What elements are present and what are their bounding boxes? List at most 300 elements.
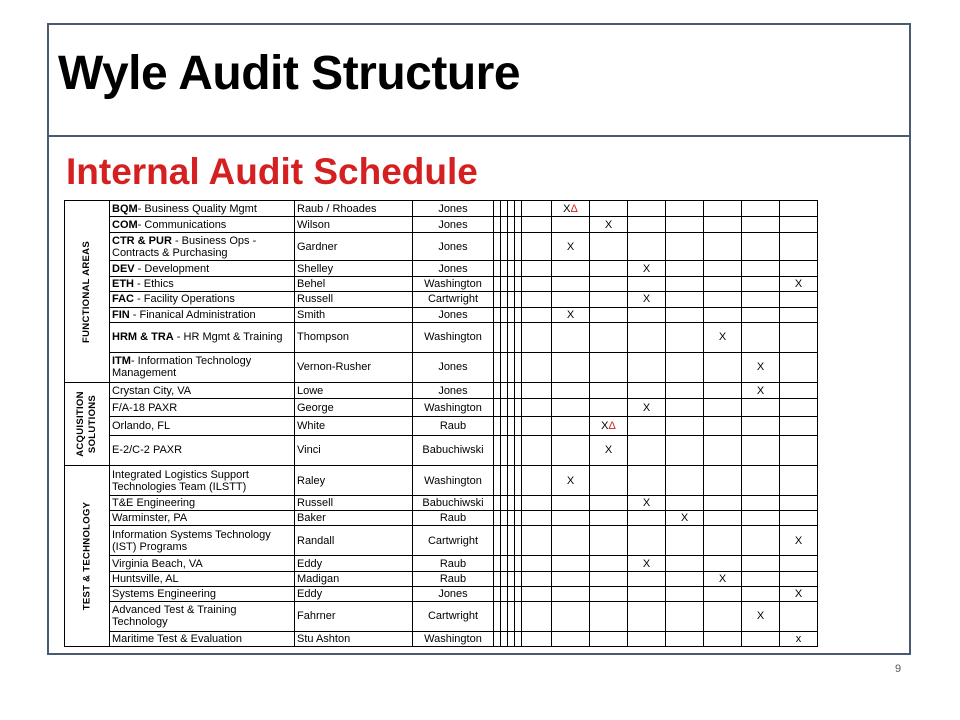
auditor-cell: Vernon-Rusher bbox=[295, 352, 413, 382]
spacer-cell bbox=[494, 466, 501, 496]
schedule-cell bbox=[628, 292, 666, 307]
schedule-row bbox=[65, 307, 818, 322]
schedule-cell bbox=[780, 417, 818, 435]
schedule-cell bbox=[780, 307, 818, 322]
spacer-cell bbox=[501, 586, 508, 601]
area-name-cell bbox=[110, 526, 295, 556]
schedule-row bbox=[65, 352, 818, 382]
schedule-cell bbox=[590, 383, 628, 399]
schedule-cell bbox=[552, 417, 590, 435]
lead-cell: Raub bbox=[413, 571, 494, 586]
schedule-row bbox=[65, 383, 818, 399]
spacer-cell bbox=[522, 435, 552, 465]
lead-cell: Washington bbox=[413, 277, 494, 292]
area-name: - Business Quality Mgmt bbox=[137, 202, 257, 215]
schedule-row bbox=[65, 466, 818, 496]
spacer-cell bbox=[522, 261, 552, 277]
schedule-cell bbox=[628, 417, 666, 435]
schedule-cell bbox=[704, 526, 742, 556]
schedule-cell bbox=[666, 352, 704, 382]
schedule-cell bbox=[780, 201, 818, 217]
spacer-cell bbox=[494, 322, 501, 352]
schedule-cell bbox=[666, 261, 704, 277]
area-name: Integrated Logistics Support Technologies Team (ILSTT) bbox=[112, 468, 249, 493]
area-code: BQM bbox=[112, 202, 138, 215]
schedule-cell bbox=[704, 511, 742, 526]
spacer-cell bbox=[522, 399, 552, 417]
spacer-cell bbox=[494, 556, 501, 571]
auditor-cell: Behel bbox=[295, 277, 413, 292]
group-label-cell bbox=[65, 201, 110, 383]
schedule-cell bbox=[780, 399, 818, 417]
schedule-cell bbox=[704, 601, 742, 631]
audit-mark: X bbox=[642, 293, 651, 306]
schedule-cell bbox=[742, 217, 780, 233]
area-name-cell bbox=[110, 466, 295, 496]
area-name-cell bbox=[110, 417, 295, 435]
schedule-cell bbox=[742, 601, 780, 631]
lead-cell: Raub bbox=[413, 417, 494, 435]
area-name-cell bbox=[110, 217, 295, 233]
spacer-cell bbox=[522, 601, 552, 631]
spacer-cell bbox=[515, 571, 522, 586]
area-name: - Ethics bbox=[134, 278, 174, 291]
audit-mark: X bbox=[642, 497, 651, 510]
spacer-cell bbox=[501, 217, 508, 233]
spacer-cell bbox=[522, 466, 552, 496]
area-name: - Communications bbox=[137, 218, 227, 231]
spacer-cell bbox=[515, 277, 522, 292]
schedule-cell bbox=[552, 217, 590, 233]
schedule-cell bbox=[742, 526, 780, 556]
spacer-cell bbox=[508, 556, 515, 571]
schedule-cell bbox=[590, 277, 628, 292]
schedule-cell bbox=[590, 352, 628, 382]
schedule-cell bbox=[628, 233, 666, 261]
schedule-cell bbox=[666, 571, 704, 586]
spacer-cell bbox=[494, 496, 501, 511]
area-code: CTR & PUR bbox=[112, 234, 172, 247]
schedule-cell bbox=[780, 217, 818, 233]
spacer-cell bbox=[508, 511, 515, 526]
schedule-cell bbox=[590, 261, 628, 277]
area-name: - Development bbox=[134, 262, 210, 275]
schedule-cell bbox=[552, 631, 590, 646]
spacer-cell bbox=[515, 383, 522, 399]
schedule-cell bbox=[628, 399, 666, 417]
spacer-cell bbox=[522, 511, 552, 526]
lead-cell: Cartwright bbox=[413, 601, 494, 631]
schedule-cell bbox=[780, 631, 818, 646]
area-name-cell bbox=[110, 571, 295, 586]
spacer-cell bbox=[494, 383, 501, 399]
schedule-cell bbox=[780, 511, 818, 526]
schedule-cell bbox=[590, 201, 628, 217]
schedule-cell bbox=[552, 292, 590, 307]
lead-cell: Raub bbox=[413, 556, 494, 571]
schedule-cell bbox=[704, 233, 742, 261]
auditor-cell: Smith bbox=[295, 307, 413, 322]
audit-mark: x bbox=[795, 632, 802, 645]
spacer-cell bbox=[508, 496, 515, 511]
schedule-cell bbox=[590, 571, 628, 586]
spacer-cell bbox=[494, 435, 501, 465]
spacer-cell bbox=[522, 217, 552, 233]
spacer-cell bbox=[515, 435, 522, 465]
spacer-cell bbox=[501, 292, 508, 307]
schedule-cell bbox=[590, 417, 628, 435]
group-label: FUNCTIONAL AREAS bbox=[81, 240, 93, 343]
schedule-cell bbox=[628, 261, 666, 277]
auditor-cell: Raub / Rhoades bbox=[295, 201, 413, 217]
spacer-cell bbox=[501, 352, 508, 382]
schedule-cell bbox=[742, 383, 780, 399]
auditor-cell: Randall bbox=[295, 526, 413, 556]
schedule-cell bbox=[628, 201, 666, 217]
schedule-cell bbox=[552, 201, 590, 217]
spacer-cell bbox=[494, 307, 501, 322]
spacer-cell bbox=[515, 496, 522, 511]
area-name: Crystan City, VA bbox=[112, 384, 192, 397]
schedule-cell bbox=[552, 556, 590, 571]
schedule-row bbox=[65, 399, 818, 417]
schedule-cell bbox=[704, 352, 742, 382]
schedule-cell bbox=[704, 322, 742, 352]
schedule-cell bbox=[628, 586, 666, 601]
schedule-cell bbox=[742, 571, 780, 586]
schedule-cell bbox=[628, 601, 666, 631]
audit-mark: X bbox=[794, 278, 803, 291]
auditor-cell: White bbox=[295, 417, 413, 435]
spacer-cell bbox=[515, 631, 522, 646]
spacer-cell bbox=[522, 496, 552, 511]
schedule-cell bbox=[742, 511, 780, 526]
spacer-cell bbox=[494, 277, 501, 292]
area-name: F/A-18 PAXR bbox=[112, 401, 178, 414]
spacer-cell bbox=[494, 417, 501, 435]
spacer-cell bbox=[501, 526, 508, 556]
area-name-cell bbox=[110, 399, 295, 417]
auditor-cell: Russell bbox=[295, 292, 413, 307]
spacer-cell bbox=[508, 466, 515, 496]
lead-cell: Washington bbox=[413, 631, 494, 646]
audit-schedule-table bbox=[64, 200, 818, 647]
lead-cell: Washington bbox=[413, 322, 494, 352]
spacer-cell bbox=[494, 261, 501, 277]
audit-mark: X bbox=[680, 512, 689, 525]
spacer-cell bbox=[508, 571, 515, 586]
lead-cell: Raub bbox=[413, 511, 494, 526]
spacer-cell bbox=[522, 556, 552, 571]
schedule-cell bbox=[704, 496, 742, 511]
lead-cell: Jones bbox=[413, 261, 494, 277]
spacer-cell bbox=[508, 352, 515, 382]
spacer-cell bbox=[522, 631, 552, 646]
schedule-cell bbox=[704, 277, 742, 292]
area-name-cell bbox=[110, 556, 295, 571]
spacer-cell bbox=[501, 631, 508, 646]
auditor-cell: Fahrner bbox=[295, 601, 413, 631]
spacer-cell bbox=[494, 399, 501, 417]
lead-cell: Washington bbox=[413, 466, 494, 496]
spacer-cell bbox=[522, 417, 552, 435]
area-name: - Facility Operations bbox=[134, 293, 235, 306]
area-name-cell bbox=[110, 292, 295, 307]
auditor-cell: Wilson bbox=[295, 217, 413, 233]
schedule-cell bbox=[590, 631, 628, 646]
audit-mark: X bbox=[718, 331, 727, 344]
spacer-cell bbox=[515, 556, 522, 571]
schedule-cell bbox=[742, 556, 780, 571]
schedule-cell bbox=[590, 556, 628, 571]
schedule-cell bbox=[552, 352, 590, 382]
lead-cell: Jones bbox=[413, 383, 494, 399]
schedule-cell bbox=[704, 217, 742, 233]
area-name: T&E Engineering bbox=[112, 497, 196, 510]
spacer-cell bbox=[501, 556, 508, 571]
spacer-cell bbox=[515, 307, 522, 322]
spacer-cell bbox=[508, 292, 515, 307]
spacer-cell bbox=[508, 586, 515, 601]
schedule-cell bbox=[780, 601, 818, 631]
auditor-cell: Gardner bbox=[295, 233, 413, 261]
schedule-cell bbox=[742, 496, 780, 511]
schedule-cell bbox=[628, 217, 666, 233]
schedule-cell bbox=[780, 233, 818, 261]
schedule-cell bbox=[552, 571, 590, 586]
audit-mark: X bbox=[756, 384, 765, 397]
schedule-cell bbox=[704, 466, 742, 496]
lead-cell: Cartwright bbox=[413, 526, 494, 556]
lead-cell: Washington bbox=[413, 399, 494, 417]
audit-mark: X bbox=[642, 557, 651, 570]
area-name: Advanced Test & Training Technology bbox=[112, 604, 237, 629]
schedule-cell bbox=[590, 233, 628, 261]
spacer-cell bbox=[501, 571, 508, 586]
spacer-cell bbox=[515, 466, 522, 496]
schedule-cell bbox=[742, 261, 780, 277]
group-label-cell bbox=[65, 466, 110, 647]
area-name: Information Systems Technology (IST) Programs bbox=[112, 528, 271, 553]
spacer-cell bbox=[508, 261, 515, 277]
lead-cell: Babuchiwski bbox=[413, 496, 494, 511]
schedule-cell bbox=[704, 586, 742, 601]
audit-mark: X bbox=[604, 444, 613, 457]
schedule-row bbox=[65, 417, 818, 435]
schedule-cell bbox=[666, 526, 704, 556]
spacer-cell bbox=[501, 322, 508, 352]
schedule-cell bbox=[742, 399, 780, 417]
lead-cell: Jones bbox=[413, 233, 494, 261]
schedule-cell bbox=[704, 383, 742, 399]
spacer-cell bbox=[515, 201, 522, 217]
area-name-cell bbox=[110, 496, 295, 511]
auditor-cell: Russell bbox=[295, 496, 413, 511]
schedule-cell bbox=[666, 601, 704, 631]
spacer-cell bbox=[501, 435, 508, 465]
spacer-cell bbox=[501, 383, 508, 399]
schedule-row bbox=[65, 511, 818, 526]
spacer-cell bbox=[494, 586, 501, 601]
spacer-cell bbox=[508, 201, 515, 217]
schedule-row bbox=[65, 292, 818, 307]
schedule-cell bbox=[780, 383, 818, 399]
schedule-cell bbox=[590, 496, 628, 511]
auditor-cell: Madigan bbox=[295, 571, 413, 586]
area-name: - Information Technology Management bbox=[112, 355, 252, 380]
schedule-cell bbox=[704, 201, 742, 217]
schedule-cell bbox=[552, 496, 590, 511]
spacer-cell bbox=[494, 233, 501, 261]
schedule-cell bbox=[552, 466, 590, 496]
schedule-cell bbox=[628, 571, 666, 586]
slide-title: Wyle Audit Structure bbox=[58, 47, 521, 100]
auditor-cell: Vinci bbox=[295, 435, 413, 465]
schedule-cell bbox=[628, 631, 666, 646]
schedule-cell bbox=[780, 496, 818, 511]
schedule-cell bbox=[590, 217, 628, 233]
auditor-cell: Stu Ashton bbox=[295, 631, 413, 646]
schedule-cell bbox=[704, 435, 742, 465]
area-name-cell bbox=[110, 307, 295, 322]
spacer-cell bbox=[515, 292, 522, 307]
area-name-cell bbox=[110, 352, 295, 382]
schedule-cell bbox=[628, 277, 666, 292]
spacer-cell bbox=[522, 352, 552, 382]
area-code: FAC bbox=[112, 293, 134, 306]
schedule-cell bbox=[628, 496, 666, 511]
spacer-cell bbox=[522, 277, 552, 292]
schedule-cell bbox=[666, 217, 704, 233]
schedule-cell bbox=[666, 435, 704, 465]
schedule-cell bbox=[704, 261, 742, 277]
schedule-row bbox=[65, 526, 818, 556]
schedule-cell bbox=[590, 322, 628, 352]
area-name-cell bbox=[110, 586, 295, 601]
lead-cell: Jones bbox=[413, 352, 494, 382]
spacer-cell bbox=[501, 601, 508, 631]
area-name-cell bbox=[110, 322, 295, 352]
auditor-cell: Lowe bbox=[295, 383, 413, 399]
schedule-cell bbox=[552, 435, 590, 465]
spacer-cell bbox=[522, 292, 552, 307]
spacer-cell bbox=[508, 417, 515, 435]
area-name-cell bbox=[110, 435, 295, 465]
schedule-cell bbox=[666, 556, 704, 571]
schedule-cell bbox=[780, 322, 818, 352]
schedule-cell bbox=[590, 601, 628, 631]
area-name: Orlando, FL bbox=[112, 420, 171, 433]
schedule-cell bbox=[666, 466, 704, 496]
spacer-cell bbox=[522, 383, 552, 399]
spacer-cell bbox=[508, 217, 515, 233]
area-name: Virginia Beach, VA bbox=[112, 557, 203, 570]
schedule-cell bbox=[742, 201, 780, 217]
spacer-cell bbox=[515, 511, 522, 526]
lead-cell: Babuchiwski bbox=[413, 435, 494, 465]
spacer-cell bbox=[522, 586, 552, 601]
spacer-cell bbox=[508, 526, 515, 556]
spacer-cell bbox=[515, 352, 522, 382]
schedule-cell bbox=[666, 322, 704, 352]
area-code: HRM & TRA bbox=[112, 331, 174, 344]
schedule-cell bbox=[590, 307, 628, 322]
schedule-cell bbox=[666, 399, 704, 417]
title-separator bbox=[47, 135, 911, 137]
schedule-cell bbox=[780, 292, 818, 307]
schedule-cell bbox=[666, 307, 704, 322]
lead-cell: Jones bbox=[413, 217, 494, 233]
spacer-cell bbox=[501, 233, 508, 261]
spacer-cell bbox=[508, 601, 515, 631]
slide-subtitle: Internal Audit Schedule bbox=[66, 151, 478, 192]
lead-cell: Cartwright bbox=[413, 292, 494, 307]
spacer-cell bbox=[501, 417, 508, 435]
schedule-row bbox=[65, 322, 818, 352]
auditor-cell: George bbox=[295, 399, 413, 417]
schedule-row bbox=[65, 217, 818, 233]
audit-mark: X bbox=[563, 202, 571, 215]
area-name-cell bbox=[110, 261, 295, 277]
spacer-cell bbox=[515, 217, 522, 233]
spacer-cell bbox=[501, 201, 508, 217]
schedule-cell bbox=[742, 307, 780, 322]
schedule-cell bbox=[666, 586, 704, 601]
audit-mark: X bbox=[604, 218, 613, 231]
area-name-cell bbox=[110, 511, 295, 526]
schedule-cell bbox=[704, 556, 742, 571]
area-name: - Business Ops - Contracts & Purchasing bbox=[112, 234, 257, 259]
schedule-cell bbox=[780, 435, 818, 465]
spacer-cell bbox=[501, 277, 508, 292]
audit-mark: X bbox=[601, 420, 609, 433]
spacer-cell bbox=[494, 201, 501, 217]
lead-cell: Jones bbox=[413, 307, 494, 322]
schedule-cell bbox=[628, 466, 666, 496]
schedule-cell bbox=[628, 383, 666, 399]
schedule-cell bbox=[666, 383, 704, 399]
area-name-cell bbox=[110, 201, 295, 217]
spacer-cell bbox=[522, 322, 552, 352]
auditor-cell: Raley bbox=[295, 466, 413, 496]
schedule-cell bbox=[742, 277, 780, 292]
spacer-cell bbox=[515, 399, 522, 417]
spacer-cell bbox=[515, 601, 522, 631]
schedule-cell bbox=[742, 417, 780, 435]
spacer-cell bbox=[494, 511, 501, 526]
spacer-cell bbox=[508, 307, 515, 322]
area-name: Warminster, PA bbox=[112, 512, 188, 525]
area-code: ETH bbox=[112, 278, 134, 291]
area-code: FIN bbox=[112, 308, 130, 321]
spacer-cell bbox=[508, 435, 515, 465]
area-name: Huntsville, AL bbox=[112, 572, 179, 585]
schedule-cell bbox=[552, 601, 590, 631]
area-name-cell bbox=[110, 601, 295, 631]
spacer-cell bbox=[508, 233, 515, 261]
schedule-cell bbox=[666, 631, 704, 646]
schedule-cell bbox=[742, 631, 780, 646]
schedule-cell bbox=[780, 556, 818, 571]
auditor-cell: Baker bbox=[295, 511, 413, 526]
spacer-cell bbox=[494, 631, 501, 646]
schedule-cell bbox=[552, 586, 590, 601]
schedule-cell bbox=[666, 511, 704, 526]
spacer-cell bbox=[508, 322, 515, 352]
spacer-cell bbox=[501, 307, 508, 322]
schedule-cell bbox=[704, 292, 742, 307]
page-number: 9 bbox=[895, 663, 902, 675]
